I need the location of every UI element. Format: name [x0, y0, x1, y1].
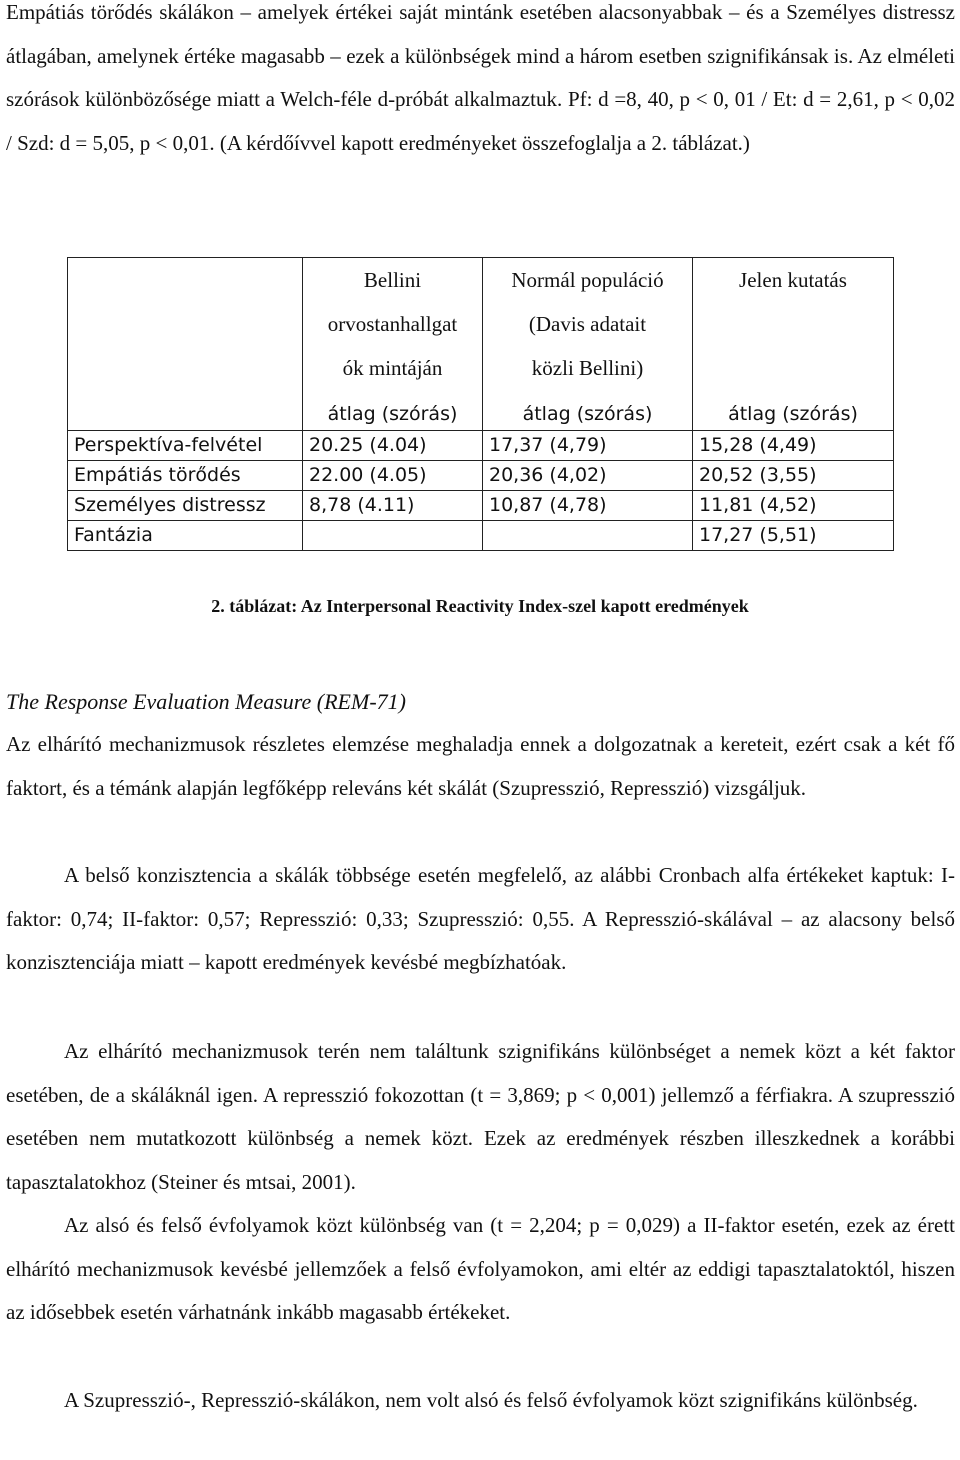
row-label: Empátiás törődés — [68, 461, 303, 491]
table-caption: 2. táblázat: Az Interpersonal Reactivity Index-szel kapott eredmények — [211, 596, 749, 616]
row-label: Perspektíva-felvétel — [68, 431, 303, 461]
header-empty-cell — [68, 258, 303, 431]
cell-bellini: 20.25 (4.04) — [303, 431, 483, 461]
table-row — [68, 431, 894, 461]
cell-bellini — [303, 521, 483, 551]
header-current-sub: átlag (szórás) — [728, 403, 858, 425]
header-normal-line3: közli Bellini) — [531, 356, 644, 380]
row-label: Fantázia — [68, 521, 303, 551]
table-row — [68, 521, 894, 551]
cell-bellini: 8,78 (4.11) — [303, 491, 483, 521]
body-paragraph-1: Az elhárító mechanizmusok részletes elemzése meghaladja ennek a dolgozatnak a kereteit, ezért csak a két fő faktort, és a témánk alapján legfőképp releváns két skálát (Szupresszió, Represszió) vizsgáljuk. — [6, 732, 955, 800]
cell-normal — [483, 521, 693, 551]
intro-paragraph: Empátiás törődés skálákon – amelyek értékei saját mintánk esetében alacsonyabbak – és a Személyes distressz átlagában, amelynek értéke magasabb – ezek a különbségek mind a három esetben szignifikánsak is. Az elméleti szórások különbözősége miatt a Welch-féle d-próbát alkalmaztuk. Pf: d =8, 40, p < 0, 01 / Et: d = 2,61, p < 0,02 / Szd: d = 5,05, p < 0,01. (A kérdőívvel kapott eredményeket összefoglalja a 2. táblázat.) — [6, 0, 955, 155]
header-bellini — [303, 258, 483, 431]
cell-current: 11,81 (4,52) — [693, 491, 894, 521]
table-header-row — [68, 258, 894, 431]
body-paragraph-5: A Szupresszió-, Represszió-skálákon, nem volt alsó és felső évfolyamok közt szignifikáns különbség. — [64, 1388, 918, 1412]
header-normal-line2: (Davis adatait — [528, 312, 647, 336]
cell-normal: 17,37 (4,79) — [483, 431, 693, 461]
cell-current: 15,28 (4,49) — [693, 431, 894, 461]
header-bellini-line2: orvostanhallgat — [327, 312, 458, 336]
cell-current: 20,52 (3,55) — [693, 461, 894, 491]
section-title: The Response Evaluation Measure (REM-71) — [6, 689, 406, 714]
header-current-study — [693, 258, 894, 431]
body-paragraph-3: Az elhárító mechanizmusok terén nem találtunk szignifikáns különbséget a nemek közt a két faktor esetében, de a skáláknál igen. A represszió fokozottan (t = 3,869; p < 0,001) jellemző a férfiakra. A szupresszió esetében nem mutatkozott különbség a nemek közt. Ezek az eredmények részben illeszkednek a korábbi tapasztalatokhoz (Steiner és mtsai, 2001). — [6, 1039, 955, 1194]
header-normal-line1: Normál populáció — [511, 268, 664, 292]
table-row — [68, 491, 894, 521]
header-bellini-sub: átlag (szórás) — [327, 403, 458, 425]
iri-results-table — [67, 257, 894, 551]
table-row — [68, 461, 894, 491]
cell-current: 17,27 (5,51) — [693, 521, 894, 551]
header-bellini-line1: Bellini — [363, 268, 422, 292]
cell-normal: 20,36 (4,02) — [483, 461, 693, 491]
header-normal-sub: átlag (szórás) — [522, 403, 653, 425]
row-label: Személyes distressz — [68, 491, 303, 521]
cell-bellini: 22.00 (4.05) — [303, 461, 483, 491]
header-bellini-line3: ók mintáján — [342, 356, 443, 380]
header-current-line1: Jelen kutatás — [739, 268, 847, 292]
body-paragraph-2: A belső konzisztencia a skálák többsége esetén megfelelő, az alábbi Cronbach alfa értékeket kaptuk: I-faktor: 0,74; II-faktor: 0,57; Represszió: 0,33; Szupresszió: 0,55. A Represszió-skálával – az alacsony belső konzisztenciája miatt – kapott eredmények kevésbé megbízhatóak. — [6, 863, 955, 974]
cell-normal: 10,87 (4,78) — [483, 491, 693, 521]
body-paragraph-4: Az alsó és felső évfolyamok közt különbség van (t = 2,204; p = 0,029) a II-faktor esetén, ezek az érett elhárító mechanizmusok kevésbé jellemzőek a felső évfolyamokon, ami eltér az eddigi tapasztalatoktól, hiszen az idősebbek esetén várhatnánk inkább magasabb értékeket. — [6, 1213, 955, 1324]
header-normal-population — [483, 258, 693, 431]
